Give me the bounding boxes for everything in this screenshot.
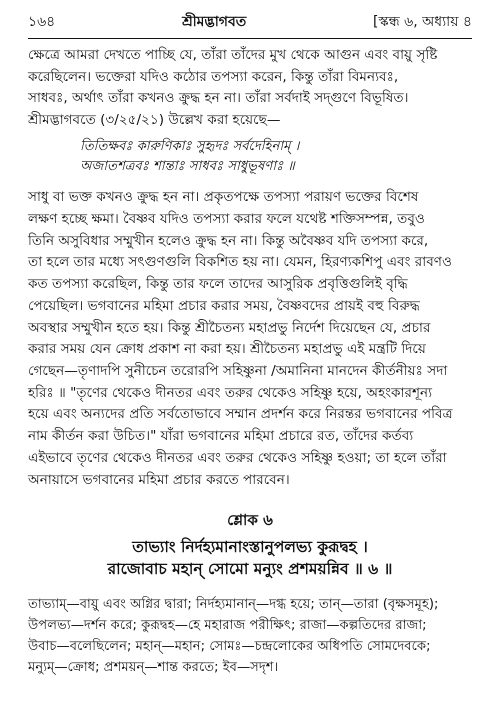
- verse-quote-line: তিতিক্ষবঃ কারুণিকাঃ সুহৃদঃ সর্বদেহিনাম্ ।: [80, 139, 300, 155]
- purport-line: এইভাবে তৃণের থেকেও দীনতর এবং তরুর থেকেও সহিষ্ণু হওয়া; তা হলে তাঁরা: [28, 449, 447, 466]
- purport-paragraph: [28, 187, 472, 491]
- synonyms-line: তাভ্যাম্—বায়ু এবং অগ্নির দ্বারা; নির্দহ্যমানান্—দগ্ধ হয়ে; তান্—তারা (বৃক্ষসমূহ);: [28, 597, 439, 613]
- purport-line: লক্ষণ হচ্ছে ক্ষমা। বৈষ্ণব যদিও তপস্যা করার ফলে যথেষ্ট শক্তিসম্পন্ন, তবুও: [28, 211, 425, 228]
- book-title: শ্রীমদ্ভাগবত: [182, 14, 247, 30]
- intro-line: করেছিলেন। ভক্তেরা যদিও কঠোর তপস্যা করেন, কিন্তু তাঁরা বিমন্যবঃ,: [28, 68, 399, 85]
- sloka-line: রাজোবাচ মহান্ সোমো মন্যুং প্রশময়ন্নিব ॥ ৬ ॥: [107, 560, 393, 579]
- purport-line: অনায়াসে ভগবানের মহিমা প্রচার করতে পারবেন।: [28, 471, 290, 488]
- purport-line: হরিঃ ॥ "তৃণের থেকেও দীনতর এবং তরুর থেকেও সহিষ্ণু হয়ে, অহংকারশূন্য: [28, 384, 433, 401]
- purport-line: কত তপস্যা করেছিল, কিন্তু তার ফলে তাদের আসুরিক প্রবৃত্তিগুলিই বৃদ্ধি: [28, 276, 408, 293]
- synonyms-line: উপলভ্য—দর্শন করে; কুরূদ্বহ—হে মহারাজ পরীক্ষিৎ; রাজা—কল্পতিদের রাজা;: [28, 618, 427, 634]
- purport-line: সাধু বা ভক্ত কখনও ক্রুদ্ধ হন না। প্রকৃতপক্ষে তপস্যা পরায়ণ ভক্তের বিশেষ: [28, 189, 419, 206]
- section-label: [স্কন্ধ ৬, অধ্যায় ৪: [373, 14, 472, 30]
- purport-line: করার সময় যেন ক্রোধ প্রকাশ না করা হয়। শ্রীচৈতন্য মহাপ্রভু এই মন্ত্রটি দিয়ে: [28, 341, 426, 358]
- purport-line: তিনি অসুবিধার সম্মুখীন হলেও ক্রুদ্ধ হন না। কিন্তু অবৈষ্ণব যদি তপস্যা করে,: [28, 232, 429, 249]
- purport-line: নাম কীর্তন করা উচিত।" যাঁরা ভগবানের মহিমা প্রচারে রত, তাঁদের কর্তব্য: [28, 428, 414, 445]
- synonyms-line: উবাচ—বলেছিলেন; মহান্—মহান; সোমঃ—চন্দ্রলোকের অধিপতি সোমদেবকে;: [28, 639, 431, 655]
- sloka-verse: [28, 536, 472, 580]
- purport-line: পেয়েছিল। ভগবানের মহিমা প্রচার করার সময়, বৈষ্ণবদের প্রায়ই বহু বিরুদ্ধ: [28, 297, 420, 314]
- verse-quote-line: অজাতশত্রবঃ শান্তাঃ সাধবঃ সাধুভূষণাঃ ॥: [80, 159, 295, 175]
- page-header: [28, 10, 472, 39]
- verse-quote: [80, 137, 472, 177]
- page-number: ১৬৪: [28, 14, 56, 30]
- intro-line: ক্ষেত্রে আমরা দেখতে পাচ্ছি যে, তাঁরা তাঁদের মুখ থেকে আগুন এবং বায়ু সৃষ্টি: [28, 47, 438, 63]
- purport-line: অবস্থার সম্মুখীন হতে হয়। কিন্তু শ্রীচৈতন্য মহাপ্রভু নির্দেশ দিয়েছেন যে, প্রচার: [28, 319, 431, 336]
- purport-line: হয়ে এবং অন্যদের প্রতি সর্বতোভাবে সম্মান প্রদর্শন করে নিরন্তর ভগবানের পবিত্র: [28, 406, 453, 423]
- sloka-number: শ্লোক ৬: [227, 511, 273, 530]
- intro-line: শ্রীমদ্ভাগবতে (৩/২৫/২১) উল্লেখ করা হয়েছে—: [28, 111, 281, 128]
- purport-line: গেছেন—তৃণাদপি সুনীচেন তরোরপি সহিষ্ণুনা /অমানিনা মানদেন কীর্তনীয়ঃ সদা: [28, 363, 448, 379]
- intro-paragraph: [28, 45, 472, 131]
- page: [28, 10, 472, 678]
- purport-line: তা হলে তার মধ্যে সৎগুণগুলি বিকশিত হয় না। যেমন, হিরণ্যকশিপু এবং রাবণও: [28, 254, 452, 271]
- synonyms: [28, 594, 472, 678]
- sloka-line: তাভ্যাং নির্দহ্যমানাংস্তানুপলভ্য কুরূদ্বহ ।: [132, 538, 368, 557]
- synonyms-line: মন্যুম্—ক্রোধ; প্রশময়ন্—শান্ত করতে; ইব—সদৃশ।: [28, 660, 279, 676]
- intro-line: সাধবঃ, অর্থাৎ তাঁরা কখনও ক্রুদ্ধ হন না। তাঁরা সর্বদাই সদ্গুণে বিভূষিত।: [28, 90, 409, 107]
